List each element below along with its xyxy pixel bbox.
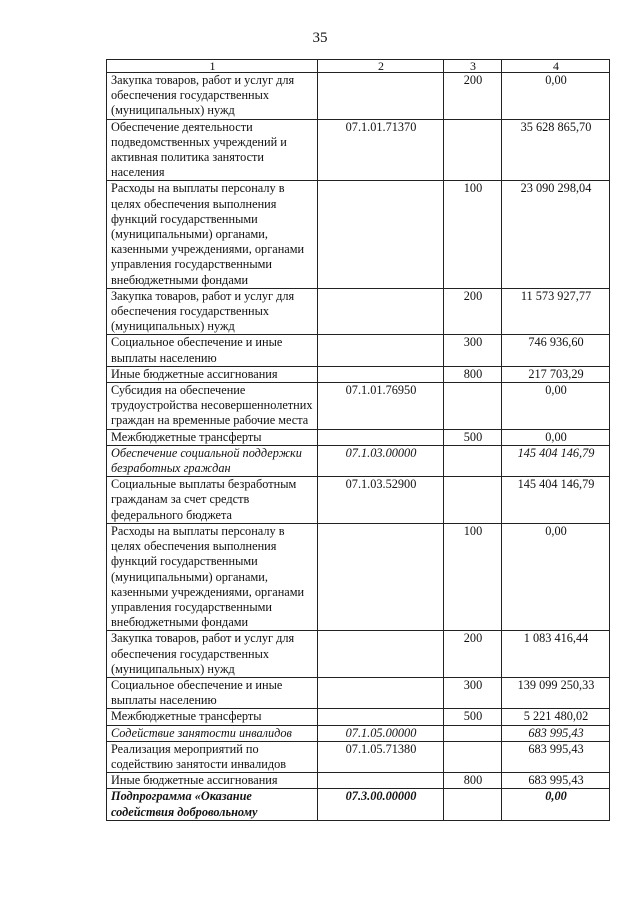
row-code-cell (318, 181, 444, 288)
table-row (107, 631, 610, 678)
row-code-cell (318, 366, 444, 382)
row-code-cell: 07.1.01.71370 (318, 119, 444, 181)
row-type-cell: 500 (444, 429, 502, 445)
table-row (107, 741, 610, 772)
row-code-cell (318, 335, 444, 366)
row-amount-cell: 0,00 (502, 429, 610, 445)
row-name-cell: Социальное обеспечение и иные выплаты населению (107, 677, 318, 708)
row-name-cell: Содействие занятости инвалидов (107, 725, 318, 741)
row-type-cell: 100 (444, 181, 502, 288)
row-code-cell (318, 773, 444, 789)
column-header: 1 (107, 60, 318, 73)
row-name-cell: Иные бюджетные ассигнования (107, 366, 318, 382)
row-type-cell: 200 (444, 73, 502, 120)
row-type-cell (444, 725, 502, 741)
row-amount-cell: 139 099 250,33 (502, 677, 610, 708)
row-code-cell: 07.3.00.00000 (318, 789, 444, 820)
row-amount-cell: 0,00 (502, 383, 610, 430)
row-amount-cell: 11 573 927,77 (502, 288, 610, 335)
column-header: 2 (318, 60, 444, 73)
row-amount-cell: 683 995,43 (502, 741, 610, 772)
row-name-cell: Подпрограмма «Оказание содействия добровольному (107, 789, 318, 820)
row-type-cell (444, 789, 502, 820)
row-amount-cell: 23 090 298,04 (502, 181, 610, 288)
row-amount-cell: 0,00 (502, 789, 610, 820)
row-amount-cell: 145 404 146,79 (502, 445, 610, 476)
row-type-cell: 300 (444, 335, 502, 366)
row-name-cell: Социальные выплаты безработным гражданам за счет средств федерального бюджета (107, 477, 318, 524)
row-type-cell: 200 (444, 631, 502, 678)
row-name-cell: Расходы на выплаты персоналу в целях обеспечения выполнения функций государственными (муниципальными) органами, казенными учреждениями, органами управления государственными внебюджетными фондами (107, 523, 318, 630)
row-name-cell: Расходы на выплаты персоналу в целях обеспечения выполнения функций государственными (муниципальными) органами, казенными учреждениями, органами управления государственными внебюджетными фондами (107, 181, 318, 288)
row-amount-cell: 145 404 146,79 (502, 477, 610, 524)
table-row (107, 383, 610, 430)
row-code-cell (318, 429, 444, 445)
row-amount-cell: 683 995,43 (502, 773, 610, 789)
row-code-cell: 07.1.05.71380 (318, 741, 444, 772)
row-code-cell (318, 709, 444, 725)
row-code-cell (318, 288, 444, 335)
row-amount-cell: 1 083 416,44 (502, 631, 610, 678)
page-number: 35 (312, 30, 328, 46)
row-name-cell: Обеспечение социальной поддержки безработных граждан (107, 445, 318, 476)
row-type-cell (444, 119, 502, 181)
row-code-cell: 07.1.03.00000 (318, 445, 444, 476)
row-name-cell: Субсидия на обеспечение трудоустройства несовершеннолетних граждан на временные рабочие места (107, 383, 318, 430)
table-row (107, 677, 610, 708)
column-header: 4 (502, 60, 610, 73)
table-row (107, 773, 610, 789)
row-name-cell: Межбюджетные трансферты (107, 429, 318, 445)
row-name-cell: Закупка товаров, работ и услуг для обеспечения государственных (муниципальных) нужд (107, 631, 318, 678)
row-name-cell: Обеспечение деятельности подведомственных учреждений и активная политика занятости населения (107, 119, 318, 181)
table-row (107, 429, 610, 445)
row-code-cell (318, 523, 444, 630)
row-name-cell: Социальное обеспечение и иные выплаты населению (107, 335, 318, 366)
row-name-cell: Закупка товаров, работ и услуг для обеспечения государственных (муниципальных) нужд (107, 288, 318, 335)
row-code-cell (318, 677, 444, 708)
budget-table (106, 59, 610, 821)
row-type-cell (444, 477, 502, 524)
row-type-cell: 800 (444, 366, 502, 382)
row-type-cell (444, 383, 502, 430)
row-amount-cell: 746 936,60 (502, 335, 610, 366)
row-amount-cell: 5 221 480,02 (502, 709, 610, 725)
row-type-cell: 300 (444, 677, 502, 708)
row-code-cell: 07.1.01.76950 (318, 383, 444, 430)
table-row (107, 119, 610, 181)
row-type-cell (444, 445, 502, 476)
row-type-cell: 800 (444, 773, 502, 789)
row-type-cell: 200 (444, 288, 502, 335)
table-row (107, 335, 610, 366)
table-row (107, 477, 610, 524)
row-code-cell: 07.1.03.52900 (318, 477, 444, 524)
row-amount-cell: 217 703,29 (502, 366, 610, 382)
table-row (107, 445, 610, 476)
row-amount-cell: 0,00 (502, 73, 610, 120)
row-type-cell (444, 741, 502, 772)
column-header: 3 (444, 60, 502, 73)
row-type-cell: 500 (444, 709, 502, 725)
row-code-cell (318, 73, 444, 120)
table-row (107, 725, 610, 741)
table-row (107, 709, 610, 725)
table-header-row (107, 60, 610, 73)
row-code-cell: 07.1.05.00000 (318, 725, 444, 741)
row-code-cell (318, 631, 444, 678)
table-row (107, 181, 610, 288)
table-row (107, 789, 610, 820)
table-row (107, 73, 610, 120)
table-row (107, 288, 610, 335)
row-name-cell: Иные бюджетные ассигнования (107, 773, 318, 789)
row-amount-cell: 0,00 (502, 523, 610, 630)
table-row (107, 366, 610, 382)
row-name-cell: Межбюджетные трансферты (107, 709, 318, 725)
row-type-cell: 100 (444, 523, 502, 630)
row-name-cell: Реализация мероприятий по содействию занятости инвалидов (107, 741, 318, 772)
row-amount-cell: 35 628 865,70 (502, 119, 610, 181)
row-name-cell: Закупка товаров, работ и услуг для обеспечения государственных (муниципальных) нужд (107, 73, 318, 120)
row-amount-cell: 683 995,43 (502, 725, 610, 741)
table-row (107, 523, 610, 630)
